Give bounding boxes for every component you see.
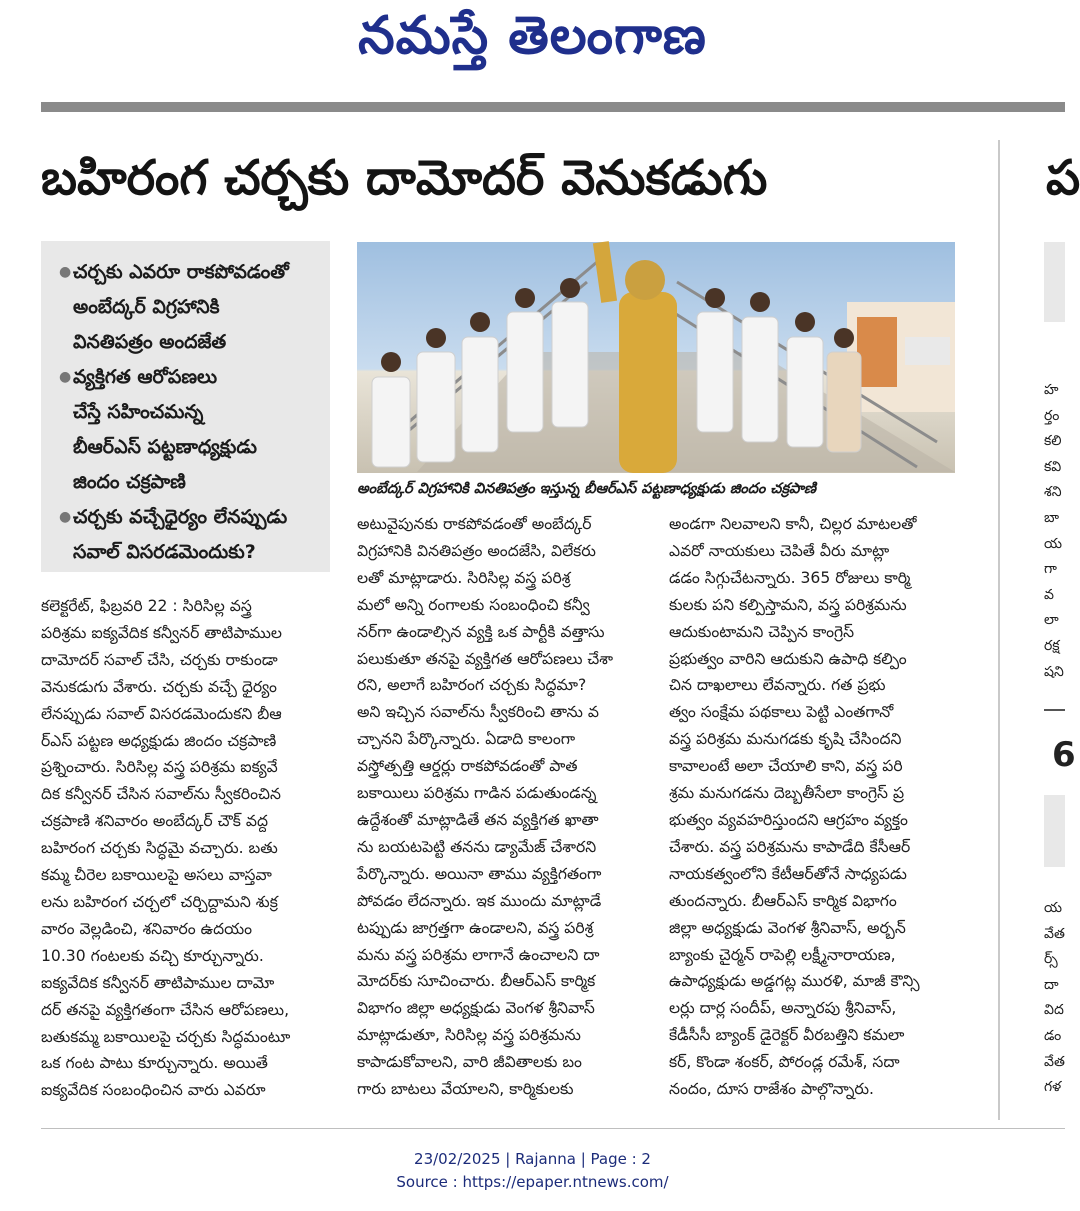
adjacent-highlight-box-2 [1044,795,1065,867]
text-line: కేడీసీసీ బ్యాంక్ డైరెక్టర్ వీరబత్తిని కమలా [669,1026,905,1045]
text-line: కవి [1044,458,1062,475]
column-divider [998,140,1000,1120]
masthead-rule [41,102,1065,112]
bullet-icon: ● [59,509,72,525]
highlight-line: సవాల్ విసరడమెందుకు? [73,541,256,563]
adjacent-column-fragment [1044,378,1065,685]
footer-rule [41,1128,1065,1129]
text-line: లను బహిరంగ చర్చలో చర్చిద్దామని శుక్ర [41,892,278,911]
text-line: ఒక గంట పాటు కూర్చున్నారు. అయితే [41,1054,268,1073]
text-line: అని ఇచ్చిన సవాల్‌ను స్వీకరించి తాను వ [357,703,599,722]
text-line: పేర్కొన్నారు. అయినా తాము వ్యక్తిగతంగా [357,864,602,883]
highlight-item [41,255,330,360]
highlight-line: వ్యక్తిగత ఆరోపణలు [73,366,218,388]
text-line: గారు బాటలు వేయాలని, కార్మికులకు [357,1080,574,1099]
text-line: వారం వెల్లడించి, శనివారం ఉదయం [41,919,253,938]
adjacent-section-rule [1044,709,1065,711]
text-line: బకాయిలు పరిశ్రమ గాడిన పడుతుండన్న [357,784,597,803]
text-line: కలి [1044,433,1062,450]
adjacent-highlight-box [1044,242,1065,322]
text-line: నాయకత్వంలోని కేటీఆర్‌తోనే సాధ్యపడు [669,864,907,883]
text-line: షని [1044,663,1064,680]
highlight-line: చేస్తే సహించమన్న [73,401,204,423]
text-line: మలో అన్ని రంగాలకు సంబంధించి కన్వీ [357,595,590,614]
highlight-line: వినతిపత్రం అందజేత [73,331,227,353]
text-line: 10.30 గంటలకు వచ్చి కూర్చున్నారు. [41,946,264,965]
article-column-3 [669,511,955,1103]
text-line: వ [1044,586,1054,603]
text-line: ర్తం [1044,407,1060,424]
text-line: ఐక్యవేదిక కన్వీనర్ తాటిపాముల దామో [41,973,275,992]
text-line: య [1044,535,1063,552]
text-line: డడం సిగ్గుచేటన్నారు. 365 రోజులు కార్మి [669,568,911,587]
footer-source-link[interactable]: Source : https://epaper.ntnews.com/ [396,1173,669,1191]
text-line: శని [1044,484,1062,501]
text-line: తుందన్నారు. బీఆర్‌ఎస్ కార్మిక విభాగం [669,891,897,910]
text-line: విభాగం జిల్లా అధ్యక్షుడు వెంగళ శ్రీనివాస్ [357,999,595,1018]
text-line: మాట్లాడుతూ, సిరిసిల్ల వస్త్ర పరిశ్రమను [357,1026,581,1045]
text-line: పలుకుతూ తనపై వ్యక్తిగత ఆరోపణలు చేశా [357,649,614,668]
text-line: కావాలంటే అలా చేయాలి కాని, వస్త్ర పరి [669,757,903,776]
text-line: శ్రమ మనుగడను దెబ్బతీసేలా కాంగ్రెస్ ప్ర [669,784,905,803]
text-line: ఉపాధ్యక్షుడు అడ్డగట్ల మురళి, మాజీ కౌన్సి [669,972,920,991]
text-line: లేనప్పుడు సవాల్ విసరడమెందుకని బీఆ [41,704,282,723]
text-line: రని, అలాగే బహిరంగ చర్చకు సిద్ధమా? [357,676,587,695]
text-line: విగ్రహానికి వినతిపత్రం అందజేసి, విలేకరు [357,541,596,560]
news-photo [357,242,955,473]
text-line: చేశారు. వస్త్ర పరిశ్రమను కాపాడేది కేసీఆర్ [669,837,911,856]
text-line: జిల్లా అధ్యక్షుడు వెంగళ శ్రీనివాస్, అర్బన్ [669,918,906,937]
bullet-icon: ● [59,369,72,385]
adjacent-headline-fragment: ప [1046,150,1080,206]
text-line: వేత [1044,1053,1065,1070]
highlight-line: చర్చకు ఎవరూ రాకపోవడంతో [73,261,289,283]
text-line: హ [1044,382,1059,398]
text-line: బతుకమ్మ బకాయిలపై చర్చకు సిద్ధమంటూ [41,1027,291,1046]
article-column-1 [41,593,330,1104]
article-headline: బహిరంగ చర్చకు దామోదర్ వెనుకడుగు [41,150,768,206]
text-line: అటువైపునకు రాకపోవడంతో అంబేద్కర్ [357,515,592,533]
text-line: నర్‌గా ఉండాల్సిన వ్యక్తి ఒక పార్టీకి వత్తాసు [357,622,605,641]
text-line: వస్త్ర పరిశ్రమ మనుగడకు కృషి చేసిందని [669,730,902,749]
highlights-box [41,241,330,572]
text-line: ఐక్యవేదిక సంబంధించిన వారు ఎవరూ [41,1081,266,1100]
text-line: లతో మాట్లాడారు. సిరిసిల్ల వస్త్ర పరిశ్ర [357,568,571,587]
text-line: బా [1044,509,1060,526]
text-line: కలెక్టరేట్, ఫిబ్రవరి 22 : సిరిసిల్ల వస్త్ర [41,597,252,615]
article-column-2 [357,511,643,1103]
text-line: డం [1044,1027,1062,1044]
text-line: అండగా నిలవాలని కానీ, చిల్లర మాటలతో [669,515,917,533]
text-line: ర్స్ [1044,951,1058,968]
text-line: పోవడం లేదన్నారు. ఇక ముందు మాట్లాడే [357,891,602,910]
adjacent-column-fragment-2 [1044,896,1065,1101]
text-line: కాపాడుకోవాలని, వారి జీవితాలకు బం [357,1053,582,1072]
text-line: బ్యాంకు చైర్మన్ రాపెల్లి లక్ష్మీనారాయణ, [669,945,896,964]
text-line: వస్త్రోత్పత్తి ఆర్డర్లు రాకపోవడంతో పాత [357,757,578,776]
text-line: గా [1044,561,1057,578]
text-line: వెనుకడుగు వేశారు. చర్చకు వచ్చే ధైర్యం [41,677,277,696]
highlight-line: బీఆర్‌ఎస్ పట్టణాధ్యక్షుడు [73,436,257,458]
text-line: దర్ తనపై వ్యక్తిగతంగా చేసిన ఆరోపణలు, [41,1000,290,1019]
masthead-logo: నమస్తే తెలంగాణ [358,6,707,66]
footer-date-edition: 23/02/2025 | Rajanna | Page : 2 [414,1150,651,1168]
text-line: ఆదుకుంటామని చెప్పిన కాంగ్రెస్ [669,622,855,641]
text-line: భుత్వం వ్యవహరిస్తుందని ఆగ్రహం వ్యక్తం [669,810,908,829]
text-line: కర్, కొండా శంకర్, పోరండ్ల రమేశ్, సదా [669,1053,900,1072]
bullet-icon: ● [59,264,72,280]
text-line: కమ్మ చీరెల బకాయిలపై అసలు వాస్తవా [41,866,272,885]
text-line: ను బయటపెట్టి తనను డ్యామేజ్ చేశారని [357,837,597,856]
text-line: త్వం సంక్షేమ పథకాలు పెట్టి ఎంతగానో [669,703,894,722]
text-line: మోదర్‌కు సూచించారు. బీఆర్‌ఎస్ కార్మిక [357,972,596,991]
text-line: వేత [1044,925,1065,942]
text-line: చ్చానని పేర్కొన్నారు. ఏడాది కాలంగా [357,730,576,749]
text-line: ప్రభుత్వం వారిని ఆదుకుని ఉపాధి కల్పిం [669,649,907,668]
text-line: రక్ష [1044,637,1060,654]
text-line: దిక కన్వీనర్ చేసిన సవాల్‌ను స్వీకరించిన [41,785,281,804]
text-line: చక్రపాణి శనివారం అంబేద్కర్ చౌక్ వద్ద [41,812,268,831]
photo-caption: అంబేద్కర్ విగ్రహానికి వినతిపత్రం ఇస్తున్న బీఆర్‌ఎస్ పట్టణాధ్యక్షుడు జిందం చక్రపాణి [357,481,816,497]
text-line: ర్‌ఎస్ పట్టణ అధ్యక్షుడు జిందం చక్రపాణి [41,731,277,750]
text-line: పరిశ్రమ ఐక్యవేదిక కన్వీనర్ తాటిపాముల [41,623,282,642]
text-line: గళ [1044,1079,1062,1096]
text-line: నందం, దూస రాజేశం పాల్గొన్నారు. [669,1080,875,1099]
text-line: మను వస్త్ర పరిశ్రమ లాగానే ఉంచాలని దా [357,945,600,964]
text-line: ప్రశ్నించారు. సిరిసిల్ల వస్త్ర పరిశ్రమ ఐక్యవే [41,758,278,777]
text-line: టప్పుడు జాగ్రత్తగా ఉండాలని, వస్త్ర పరిశ్ర [357,918,594,937]
text-line: కులకు పని కల్పిస్తామని, వస్త్ర పరిశ్రమను [669,595,907,614]
text-line: దా [1044,976,1059,993]
text-line: బహిరంగ చర్చకు సిద్ధమై వచ్చారు. బతు [41,839,278,858]
highlight-line: అంబేద్కర్ విగ్రహానికి [73,296,220,318]
text-line: దామోదర్ సవాల్ చేసి, చర్చకు రాకుండా [41,650,278,669]
highlight-item [41,500,330,570]
photo-illustration [357,242,955,473]
text-line: ఉద్దేశంతో మాట్లాడితే తన వ్యక్తిగత ఖాతా [357,810,599,829]
highlight-item [41,360,330,500]
highlight-line: చర్చకు వచ్చేధైర్యం లేనప్పుడు [73,506,288,528]
text-line: విద [1044,1002,1064,1019]
adjacent-headline-number: 6 [1052,735,1076,775]
text-line: ఎవరో నాయకులు చెపితే వీరు మాట్లా [669,541,890,560]
text-line: య [1044,900,1063,916]
text-line: లా [1044,612,1059,629]
highlight-line: జిందం చక్రపాణి [73,471,186,493]
text-line: చిన దాఖలాలు లేవన్నారు. గత ప్రభు [669,676,886,695]
text-line: లర్లు దార్ల సందీప్, అన్నారపు శ్రీనివాస్, [669,999,897,1018]
